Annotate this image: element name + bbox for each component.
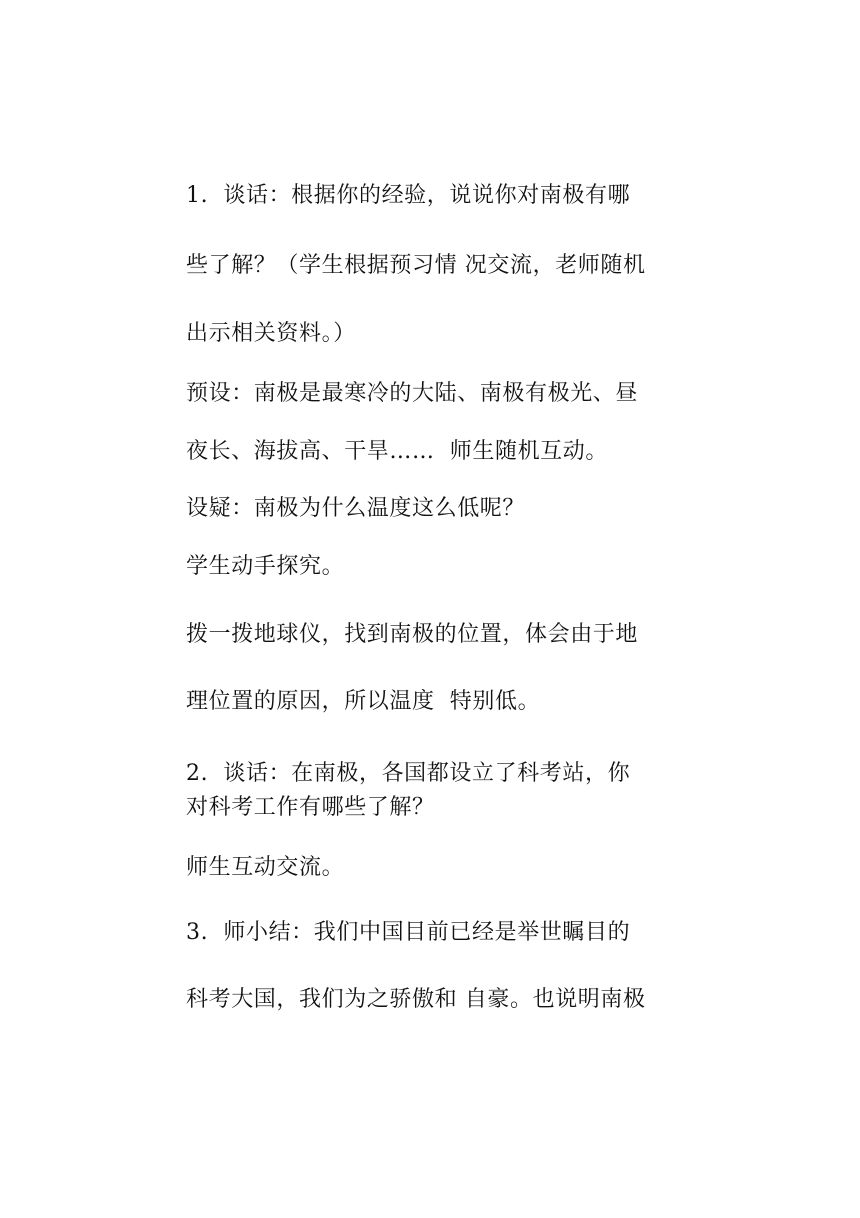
paragraph-3-line-2: 科考大国，我们为之骄傲和 自豪。也说明南极 — [186, 987, 646, 1012]
preset-line-2: 夜长、海拔高、干旱…… 师生随机互动。 — [186, 439, 608, 464]
globe-activity-line-1: 拨一拨地球仪，找到南极的位置，体会由于地 — [186, 622, 639, 647]
paragraph-1-line-3: 出示相关资料。） — [186, 321, 356, 346]
paragraph-2-line-2: 对科考工作有哪些了解？ — [186, 795, 435, 820]
paragraph-3-line-1: 3. 师小结：我们中国目前已经是举世瞩目的 — [186, 920, 631, 945]
student-explore-line: 学生动手探究。 — [186, 554, 345, 579]
preset-line-1: 预设：南极是最寒冷的大陆、南极有极光、昼 — [186, 381, 639, 406]
paragraph-1-line-1: 1. 谈话：根据你的经验，说说你对南极有哪 — [186, 183, 631, 208]
question-line: 设疑：南极为什么温度这么低呢？ — [186, 496, 526, 521]
paragraph-1-line-2: 些了解？（学生根据预习情 况交流，老师随机 — [186, 253, 646, 278]
interaction-line: 师生互动交流。 — [186, 855, 345, 880]
paragraph-2-line-1: 2. 谈话：在南极，各国都设立了科考站，你 — [186, 761, 631, 786]
globe-activity-line-2: 理位置的原因，所以温度 特别低。 — [186, 689, 541, 714]
